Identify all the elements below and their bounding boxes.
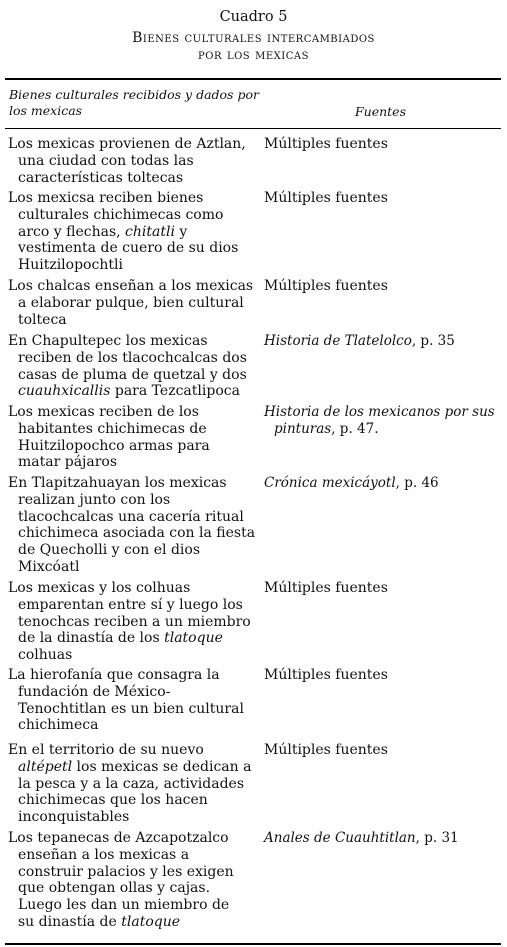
source-page: Múltiples fuentes xyxy=(264,667,388,683)
text-run: para Tezcatlipoca xyxy=(110,383,240,400)
source-page: , p. 47. xyxy=(331,420,379,437)
source-cell xyxy=(264,667,504,684)
text-run: matar pájaros xyxy=(18,454,118,471)
cell-line xyxy=(8,224,258,241)
table-title-line-1: Bienes culturales intercambiados xyxy=(132,30,375,46)
cell-line xyxy=(8,647,258,664)
source-page: Múltiples fuentes xyxy=(264,278,388,294)
cell-line xyxy=(8,897,258,914)
italic-term: tlatoque xyxy=(121,913,181,930)
text-run: chichimeca asociada con la fiesta xyxy=(18,525,256,542)
source-cell xyxy=(264,333,504,350)
source-cell xyxy=(264,190,504,207)
cell-line xyxy=(8,864,258,881)
text-run: Los mexicas reciben de los xyxy=(8,404,199,420)
cell-line xyxy=(8,580,258,597)
cultural-good-cell xyxy=(8,580,258,664)
table-bottom-rule xyxy=(5,943,501,945)
text-run: chichimeca xyxy=(18,717,99,734)
cultural-good-cell xyxy=(8,742,258,826)
source-cell xyxy=(264,742,504,759)
text-run: una ciudad con todas las xyxy=(18,152,194,169)
cell-line xyxy=(8,153,258,170)
cell-line xyxy=(8,207,258,224)
table-title-line-2: por los mexicas xyxy=(198,47,309,63)
cell-line xyxy=(8,809,258,826)
text-run: los mexicas se dedican a xyxy=(72,758,252,775)
text-run: a elaborar pulque, bien cultural xyxy=(18,294,244,311)
text-run: características toltecas xyxy=(18,169,184,186)
cultural-good-cell xyxy=(8,404,258,471)
cell-line xyxy=(8,475,258,492)
text-run: construir palacios y les exigen xyxy=(18,863,234,880)
source-title: pinturas xyxy=(274,420,332,437)
text-run: de Quecholli y con el dios xyxy=(18,542,201,559)
text-run: culturales chichimecas como xyxy=(18,206,224,223)
text-run: la pesca y a la caza, actividades xyxy=(18,775,245,792)
cell-line xyxy=(8,421,258,438)
cell-line xyxy=(8,240,258,257)
cell-line xyxy=(8,438,258,455)
source-cell xyxy=(264,580,504,597)
italic-term: tlatoque xyxy=(164,630,223,647)
cultural-good-cell xyxy=(8,475,258,576)
source-cell xyxy=(264,475,504,492)
source-cell xyxy=(264,830,504,847)
cell-line xyxy=(8,830,258,847)
cultural-good-cell xyxy=(8,190,258,274)
text-run: habitantes chichimecas de xyxy=(18,420,207,437)
cell-line xyxy=(8,701,258,718)
cultural-good-cell xyxy=(8,333,258,400)
source-page: , p. 31 xyxy=(415,830,459,846)
cell-line xyxy=(8,759,258,776)
text-run: emparentan entre sí y luego los xyxy=(18,596,243,613)
text-run: y xyxy=(174,223,188,240)
text-run: colhuas xyxy=(18,647,73,664)
cell-line xyxy=(8,278,258,295)
cell-line xyxy=(8,136,258,153)
text-run: Huitzilopochtli xyxy=(18,257,123,274)
cell-line xyxy=(8,614,258,631)
text-run: La hierofanía que consagra la xyxy=(8,667,220,683)
cell-line xyxy=(8,454,258,471)
cell-line xyxy=(8,383,258,400)
cell-line xyxy=(8,295,258,312)
text-run: vestimenta de cuero de su dios xyxy=(18,240,239,257)
text-run: Los tepanecas de Azcapotzalco xyxy=(8,830,229,846)
cell-line xyxy=(8,880,258,897)
source-title: Historia de los mexicanos por sus xyxy=(264,404,495,420)
cell-line xyxy=(8,190,258,207)
text-run: que obtengan ollas y cajas. xyxy=(18,880,211,897)
cell-line xyxy=(8,914,258,931)
cell-line xyxy=(8,542,258,559)
text-run: tolteca xyxy=(18,311,67,328)
cell-line xyxy=(8,847,258,864)
source-title: Historia de Tlatelolco xyxy=(264,333,412,349)
source-page: Múltiples fuentes xyxy=(264,136,388,152)
cell-line xyxy=(8,492,258,509)
cell-line xyxy=(8,630,258,647)
cell-line xyxy=(8,333,258,350)
italic-term: cuauhxicallis xyxy=(18,383,111,400)
text-run: Huitzilopochco armas para xyxy=(18,437,210,454)
italic-term: altépetl xyxy=(18,758,73,775)
cultural-good-cell xyxy=(8,667,258,734)
text-run: Los mexicas y los colhuas xyxy=(8,580,191,596)
cell-line xyxy=(8,257,258,274)
source-page: Múltiples fuentes xyxy=(264,580,388,596)
text-run: Luego les dan un miembro de xyxy=(18,897,230,914)
cell-line xyxy=(8,525,258,542)
text-run: enseñan a los mexicas a xyxy=(18,846,190,863)
source-page: , p. 35 xyxy=(411,333,455,349)
text-run: En el territorio de su nuevo xyxy=(8,742,204,758)
text-run: Tenochtitlan es un bien cultural xyxy=(18,700,244,717)
cell-line xyxy=(8,792,258,809)
source-page: Múltiples fuentes xyxy=(264,190,388,206)
text-run: inconquistables xyxy=(18,809,130,826)
cell-line xyxy=(8,597,258,614)
text-run: Los mexicas provienen de Aztlan, xyxy=(8,136,246,152)
cell-line xyxy=(8,312,258,329)
text-run: Los mexicsa reciben bienes xyxy=(8,190,204,206)
source-cell xyxy=(264,404,504,438)
cell-line xyxy=(8,559,258,576)
text-run: casas de pluma de quetzal y dos xyxy=(18,366,247,383)
cell-line xyxy=(8,684,258,701)
text-run: chichimecas que los hacen xyxy=(18,792,208,809)
table-number: Cuadro 5 xyxy=(219,9,288,25)
text-run: de la dinastía de los xyxy=(18,630,165,647)
source-cell xyxy=(264,136,504,153)
text-run: fundación de México- xyxy=(18,683,171,700)
cell-line xyxy=(8,742,258,759)
source-title: Crónica mexicáyotl xyxy=(264,475,396,491)
source-page: Múltiples fuentes xyxy=(264,742,388,758)
text-run: reciben de los tlacochcalcas dos xyxy=(18,349,247,366)
source-page: , p. 46 xyxy=(395,475,439,491)
column-header-sources: Fuentes xyxy=(354,104,406,119)
text-run: Mixcóatl xyxy=(18,558,80,575)
cell-line xyxy=(8,509,258,526)
source-title: Anales de Cuauhtitlan xyxy=(264,830,416,846)
cultural-good-cell xyxy=(8,136,258,186)
text-run: arco y flechas, xyxy=(18,223,126,240)
cell-line xyxy=(8,170,258,187)
cell-line xyxy=(8,776,258,793)
text-run: En Chapultepec los mexicas xyxy=(8,333,208,349)
source-cell xyxy=(264,278,504,295)
cell-line xyxy=(8,367,258,384)
cell-line xyxy=(8,350,258,367)
cell-line xyxy=(8,717,258,734)
text-run: realizan junto con los xyxy=(18,491,171,508)
text-run: tlacochcalcas una cacería ritual xyxy=(18,508,244,525)
italic-term: chitatli xyxy=(125,223,175,240)
text-run: En Tlapitzahuayan los mexicas xyxy=(8,475,227,491)
cultural-good-cell xyxy=(8,830,258,931)
cell-line xyxy=(8,404,258,421)
text-run: tenochcas reciben a un miembro xyxy=(18,613,251,630)
text-run: Los chalcas enseñan a los mexicas xyxy=(8,278,254,294)
cultural-good-cell xyxy=(8,278,258,328)
cell-line xyxy=(8,667,258,684)
column-header-goods: Bienes culturales recibidos y dados por los mexicas xyxy=(9,87,259,118)
text-run: su dinastía de xyxy=(18,913,122,930)
